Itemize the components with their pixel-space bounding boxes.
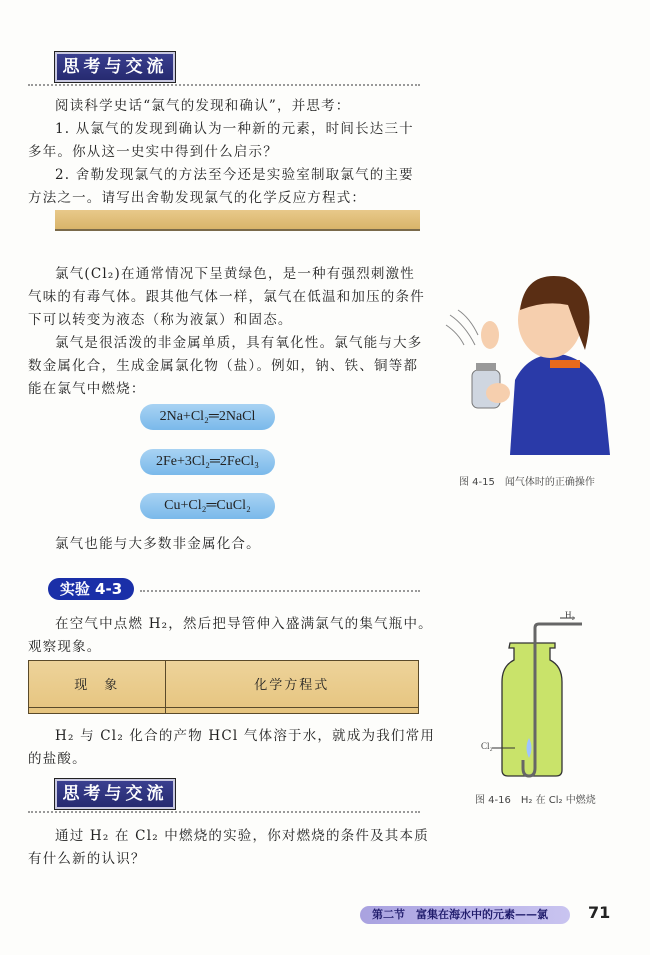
text-line: 有什么新的认识？ [28, 851, 146, 867]
boy-smelling-gas-illustration [440, 265, 615, 455]
text-line: 通过 H₂ 在 Cl₂ 中燃烧的实验，你对燃烧的条件及其本质 [55, 828, 429, 844]
page-number: 71 [588, 903, 611, 922]
h2-label: H₂ [565, 610, 575, 620]
text-line: 下可以转变为液态（称为液氯）和固态。 [28, 312, 293, 328]
text-line: 气味的有毒气体。跟其他气体一样，氯气在低温和加压的条件 [28, 289, 425, 305]
text-line: 1. 从氯气的发现到确认为一种新的元素，时间长达三十 [55, 121, 414, 137]
h2-burning-in-cl2-diagram [470, 608, 600, 778]
text-line: 方法之一。请写出舍勒发现氯气的化学反应方程式： [28, 190, 367, 206]
text-line: 氯气(Cl₂)在通常情况下呈黄绿色，是一种有强烈刺激性 [55, 266, 415, 282]
dotted-divider [140, 590, 420, 592]
text-line: 2. 舍勒发现氯气的方法至今还是实验室制取氯气的主要 [55, 167, 414, 183]
equation-iron: 2Fe+3Cl₂═2FeCl₃ [140, 449, 275, 475]
text-line: 能在氯气中燃烧： [28, 381, 146, 397]
text-line: 氯气也能与大多数非金属化合。 [55, 536, 261, 552]
table-cell [29, 707, 166, 713]
table-cell [165, 707, 419, 713]
answer-blank-bar [55, 210, 420, 231]
section-heading-think-discuss: 思考与交流 [55, 52, 175, 82]
figure-4-15-caption: 图 4-15 闻气体时的正确操作 [459, 477, 595, 488]
text-line: 的盐酸。 [28, 751, 87, 767]
text-line: H₂ 与 Cl₂ 化合的产物 HCl 气体溶于水，就成为我们常用 [55, 728, 436, 744]
section-heading-think-discuss: 思考与交流 [55, 779, 175, 809]
text-line: 在空气中点燃 H₂，然后把导管伸入盛满氯气的集气瓶中。 [55, 616, 433, 632]
equation-copper: Cu+Cl₂═CuCl₂ [140, 493, 275, 519]
text-line: 观察现象。 [28, 639, 102, 655]
chapter-footer: 第二节 富集在海水中的元素——氯 [360, 906, 570, 924]
equation-sodium: 2Na+Cl₂═2NaCl [140, 404, 275, 430]
text-line: 多年。你从这一史实中得到什么启示？ [28, 144, 278, 160]
dotted-divider [28, 811, 420, 813]
cl2-label: Cl₂ [481, 741, 493, 751]
experiment-badge: 实验 4-3 [48, 578, 134, 600]
table-header-phenomenon: 现 象 [29, 661, 166, 708]
figure-4-16-caption: 图 4-16 H₂ 在 Cl₂ 中燃烧 [475, 795, 596, 806]
dotted-divider [28, 84, 420, 86]
text-line: 阅读科学史话“氯气的发现和确认”，并思考： [55, 98, 351, 114]
table-header-equation: 化学方程式 [165, 661, 419, 708]
text-line: 氯气是很活泼的非金属单质，具有氧化性。氯气能与大多 [55, 335, 423, 351]
observation-table [28, 660, 419, 714]
text-line: 数金属化合，生成金属氯化物（盐）。例如，钠、铁、铜等都 [28, 358, 419, 374]
